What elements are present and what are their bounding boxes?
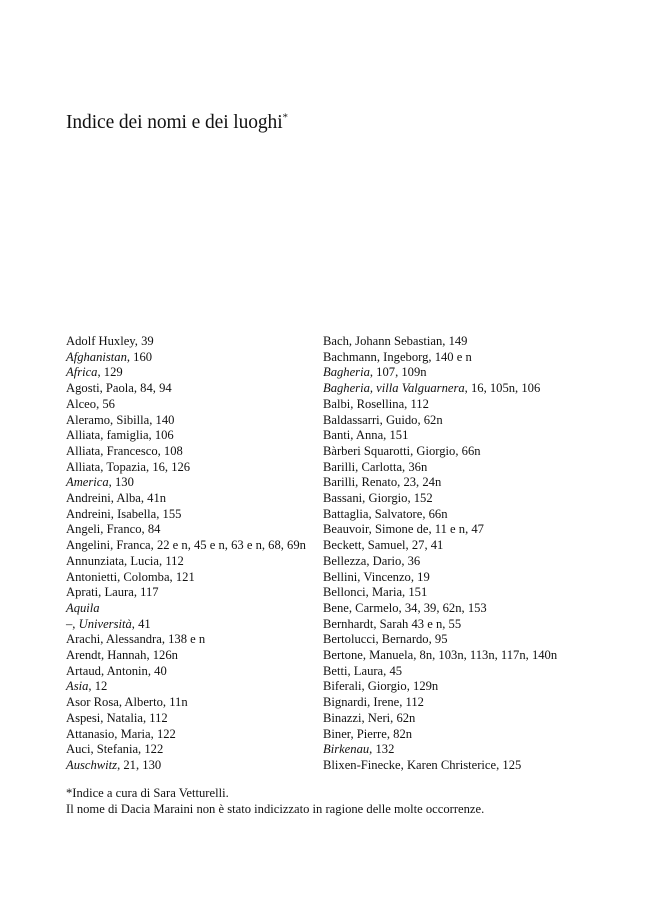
- index-entry-pages: , 66n: [455, 443, 481, 458]
- index-entry: [323, 695, 623, 711]
- index-entry: [323, 664, 623, 680]
- index-entry-name: Arendt, Hannah: [66, 648, 147, 663]
- index-entry: [323, 570, 623, 586]
- index-entry-pages: , 27, 41: [405, 538, 444, 553]
- index-entry: [66, 758, 328, 774]
- index-entry-name: America: [66, 475, 109, 490]
- index-entry-name: Bagheria, villa Valguarnera: [323, 381, 465, 396]
- index-entry: [66, 428, 328, 444]
- index-entry-pages: , 112: [159, 553, 184, 568]
- index-entry-pages: , 108: [157, 443, 183, 458]
- page-title: [66, 112, 288, 134]
- index-column-right: [323, 334, 623, 774]
- index-entry-name: Aleramo, Sibilla: [66, 412, 150, 427]
- index-entry: [66, 601, 328, 617]
- footnote-exclusion: Il nome di Dacia Maraini non è stato indicizzato in ragione delle molte occorrenze.: [66, 801, 485, 816]
- index-entry-name: Barilli, Renato: [323, 475, 398, 490]
- index-entry-name: Annunziata, Lucia: [66, 553, 160, 568]
- index-entry-pages: , 112: [399, 695, 424, 710]
- index-entry-pages: , 82n: [386, 726, 413, 741]
- index-entry-pages: , 66n: [422, 506, 448, 521]
- index-entry-name: Blixen-Finecke, Karen Christerice: [323, 757, 497, 772]
- index-entry: [66, 522, 328, 538]
- index-entry: [323, 522, 623, 538]
- index-entry: [66, 585, 328, 601]
- index-entry-name: Battaglia, Salvatore: [323, 506, 423, 521]
- index-entry: [323, 507, 623, 523]
- index-entry-name: Bertone, Manuela: [323, 648, 414, 663]
- index-entry-pages: , 62n: [417, 412, 443, 427]
- index-entry-name: Beauvoir, Simone de: [323, 522, 429, 537]
- index-entry: [323, 475, 623, 491]
- index-entry-pages: , 45: [383, 663, 403, 678]
- index-entry-pages: , 112: [142, 710, 168, 725]
- index-entry: [66, 554, 328, 570]
- index-entry: [66, 491, 328, 507]
- index-entry-name: Biner, Pierre: [323, 726, 387, 741]
- index-entry: [66, 444, 328, 460]
- index-entry: [323, 711, 623, 727]
- index-entry-pages: , 36: [401, 553, 421, 568]
- index-entry: [66, 617, 328, 633]
- index-entry-pages: , 8n, 103n, 113n, 117n, 140n: [413, 648, 558, 663]
- index-entry-pages: , 122: [150, 726, 176, 741]
- index-entry-name: Alliata, Francesco: [66, 443, 158, 458]
- index-entry: [323, 381, 623, 397]
- index-entry-pages: , 16, 126: [146, 459, 191, 474]
- index-entry: [66, 648, 328, 664]
- index-entry-name: Bellini, Vincenzo: [323, 569, 411, 584]
- index-entry-name: Afghanistan: [66, 349, 127, 364]
- index-entry-pages: , 132: [369, 742, 395, 757]
- index-entry: [323, 491, 623, 507]
- index-entry: [323, 742, 623, 758]
- index-entry-name: Baldassarri, Guido: [323, 412, 418, 427]
- index-entry: [66, 538, 328, 554]
- index-entry-pages: , 41: [131, 616, 151, 631]
- index-entry-name: Betti, Laura: [323, 663, 384, 678]
- index-entry-name: Artaud, Antonin: [66, 663, 148, 678]
- index-entry: [66, 742, 328, 758]
- index-column-left: [66, 334, 328, 774]
- index-entry: [323, 350, 623, 366]
- index-entry-pages: , 106: [148, 428, 174, 443]
- footnotes: [66, 786, 484, 817]
- index-entry-name: Alceo: [66, 396, 97, 411]
- index-entry: [66, 350, 328, 366]
- index-entry-pages: , 140: [149, 412, 175, 427]
- index-entry-pages: , 11n: [162, 695, 188, 710]
- index-entry-name: Bellonci, Maria: [323, 585, 403, 600]
- index-entry-name: Barilli, Carlotta: [323, 459, 403, 474]
- index-entry-name: Aspesi, Natalia: [66, 710, 143, 725]
- index-entry: [323, 428, 623, 444]
- index-entry: [66, 679, 328, 695]
- index-entry-name: Africa: [66, 365, 98, 380]
- index-entry-name: Auci, Stefania: [66, 742, 139, 757]
- index-entry: [66, 397, 328, 413]
- index-entry-pages: , 40: [147, 663, 167, 678]
- index-entry-name: Arachi, Alessandra: [66, 632, 162, 647]
- index-entry: [66, 460, 328, 476]
- index-entry-pages: , 56: [96, 396, 115, 411]
- index-entry-name: Agosti, Paola: [66, 381, 134, 396]
- index-entry-pages: , 62n: [390, 710, 416, 725]
- index-entry: [323, 444, 623, 460]
- index-entry-name: Aprati, Laura: [66, 585, 134, 600]
- index-entry-name: Angeli, Franco: [66, 522, 142, 537]
- index-entry: [66, 381, 328, 397]
- index-entry: [66, 570, 328, 586]
- index-entry-pages: , 22 e n, 45 e n, 63 e n, 68, 69n: [150, 538, 306, 553]
- index-entry-name: Andreini, Alba: [66, 491, 141, 506]
- index-entry-name: Bach, Johann Sebastian: [323, 334, 443, 348]
- index-entry-name: Bignardi, Irene: [323, 695, 400, 710]
- index-entry: [323, 538, 623, 554]
- index-entry-name: Adolf Huxley: [66, 334, 135, 348]
- index-entry-pages: , 151: [383, 428, 409, 443]
- index-entry: [323, 334, 623, 350]
- index-entry: [66, 334, 328, 350]
- index-entry-name: Angelini, Franca: [66, 538, 151, 553]
- index-entry: [323, 397, 623, 413]
- index-entry-pages: , 11 e n, 47: [428, 522, 484, 537]
- index-entry-name: Beckett, Samuel: [323, 538, 406, 553]
- index-entry-pages: , 117: [133, 585, 159, 600]
- index-entry: [323, 365, 623, 381]
- footnote-curator: *Indice a cura di Sara Vetturelli.: [66, 786, 229, 800]
- index-entry-pages: , 138 e n: [161, 632, 206, 647]
- index-entry-pages: , 122: [138, 742, 164, 757]
- index-entry-pages: , 155: [156, 506, 182, 521]
- index-entry-name: Bassani, Giorgio: [323, 491, 408, 506]
- index-entry: [323, 601, 623, 617]
- index-entry-pages: , 129n: [406, 679, 439, 694]
- index-entry-name: Bagheria: [323, 365, 370, 380]
- index-entry-name: Bene, Carmelo: [323, 600, 399, 615]
- index-entry-pages: , 84: [141, 522, 161, 537]
- index-entry-pages: , 112: [404, 396, 429, 411]
- index-entry-pages: , 130: [108, 475, 134, 490]
- index-entry-pages: , 160: [126, 349, 153, 364]
- index-entry-pages: 43 e n, 55: [408, 616, 462, 631]
- index-entry-name: Balbi, Rosellina: [323, 396, 405, 411]
- index-entry-pages: , 39: [134, 334, 154, 348]
- index-entry-name: Aquila: [66, 600, 100, 615]
- index-entry: [323, 460, 623, 476]
- index-entry-name: Bernhardt, Sarah: [323, 616, 409, 631]
- index-entry-pages: , 23, 24n: [397, 475, 442, 490]
- index-entry-name: Banti, Anna: [323, 428, 384, 443]
- index-entry-pages: , 41n: [140, 491, 167, 506]
- index-entry-pages: , 34, 39, 62n, 153: [398, 600, 487, 615]
- index-entry-name: Biferali, Giorgio: [323, 679, 407, 694]
- index-entry-name: Bellezza, Dario: [323, 553, 402, 568]
- index-entry-pages: , 107, 109n: [369, 365, 427, 380]
- index-entry-pages: , 19: [410, 569, 430, 584]
- index-entry: [66, 475, 328, 491]
- index-entry-pages: , 12: [88, 679, 108, 694]
- index-entry: [66, 711, 328, 727]
- index-entry: [323, 727, 623, 743]
- index-entry-name: Asia: [66, 679, 89, 694]
- index-entry-pages: , 125: [496, 757, 522, 772]
- index-entry: [323, 413, 623, 429]
- index-entry-pages: , 152: [407, 491, 433, 506]
- index-entry: [66, 365, 328, 381]
- index-entry-pages: , 21, 130: [117, 757, 162, 772]
- index-entry-pages: , 84, 94: [133, 381, 172, 396]
- index-entry: [323, 585, 623, 601]
- index-entry-pages: , 149: [442, 334, 468, 348]
- index-entry: [66, 632, 328, 648]
- index-entry-name: Antonietti, Colomba: [66, 569, 170, 584]
- index-entry-name: Asor Rosa, Alberto: [66, 695, 163, 710]
- index-entry: [66, 695, 328, 711]
- index-entry-pages: , 121: [169, 569, 195, 584]
- index-entry-pages: , 16, 105n, 106: [464, 381, 541, 396]
- index-entry-name: Attanasio, Maria: [66, 726, 151, 741]
- index-entry: [66, 507, 328, 523]
- index-entry: [66, 727, 328, 743]
- index-entry-prefix: –,: [66, 616, 79, 631]
- index-entry: [323, 554, 623, 570]
- index-entry: [66, 413, 328, 429]
- index-entry-pages: , 36n: [402, 459, 428, 474]
- index-entry-pages: , 95: [428, 632, 448, 647]
- index-entry: [323, 679, 623, 695]
- index-entry-pages: , 140 e n: [428, 349, 472, 364]
- index-entry-name: Binazzi, Neri: [323, 710, 391, 725]
- index-entry-name: Alliata, Topazia: [66, 459, 147, 474]
- index-entry: [323, 632, 623, 648]
- index-entry-name: Bàrberi Squarotti, Giorgio: [323, 443, 456, 458]
- index-entry: [323, 617, 623, 633]
- title-footnote-mark: *: [282, 111, 288, 124]
- index-entry-pages: , 151: [402, 585, 428, 600]
- index-entry-name: Birkenau: [323, 742, 370, 757]
- index-entry-name: Andreini, Isabella: [66, 506, 157, 521]
- index-entry: [66, 664, 328, 680]
- index-entry-name: Bertolucci, Bernardo: [323, 632, 429, 647]
- index-entry-name: Università: [78, 616, 132, 631]
- index-entry-name: Alliata, famiglia: [66, 428, 149, 443]
- index-entry: [323, 648, 623, 664]
- index-entry: [323, 758, 623, 774]
- page-title-text: Indice dei nomi e dei luoghi: [66, 112, 283, 133]
- index-entry-pages: , 126n: [146, 648, 178, 663]
- index-entry-name: Auschwitz: [66, 757, 118, 772]
- index-entry-pages: , 129: [97, 365, 123, 380]
- index-entry-name: Bachmann, Ingeborg: [323, 349, 429, 364]
